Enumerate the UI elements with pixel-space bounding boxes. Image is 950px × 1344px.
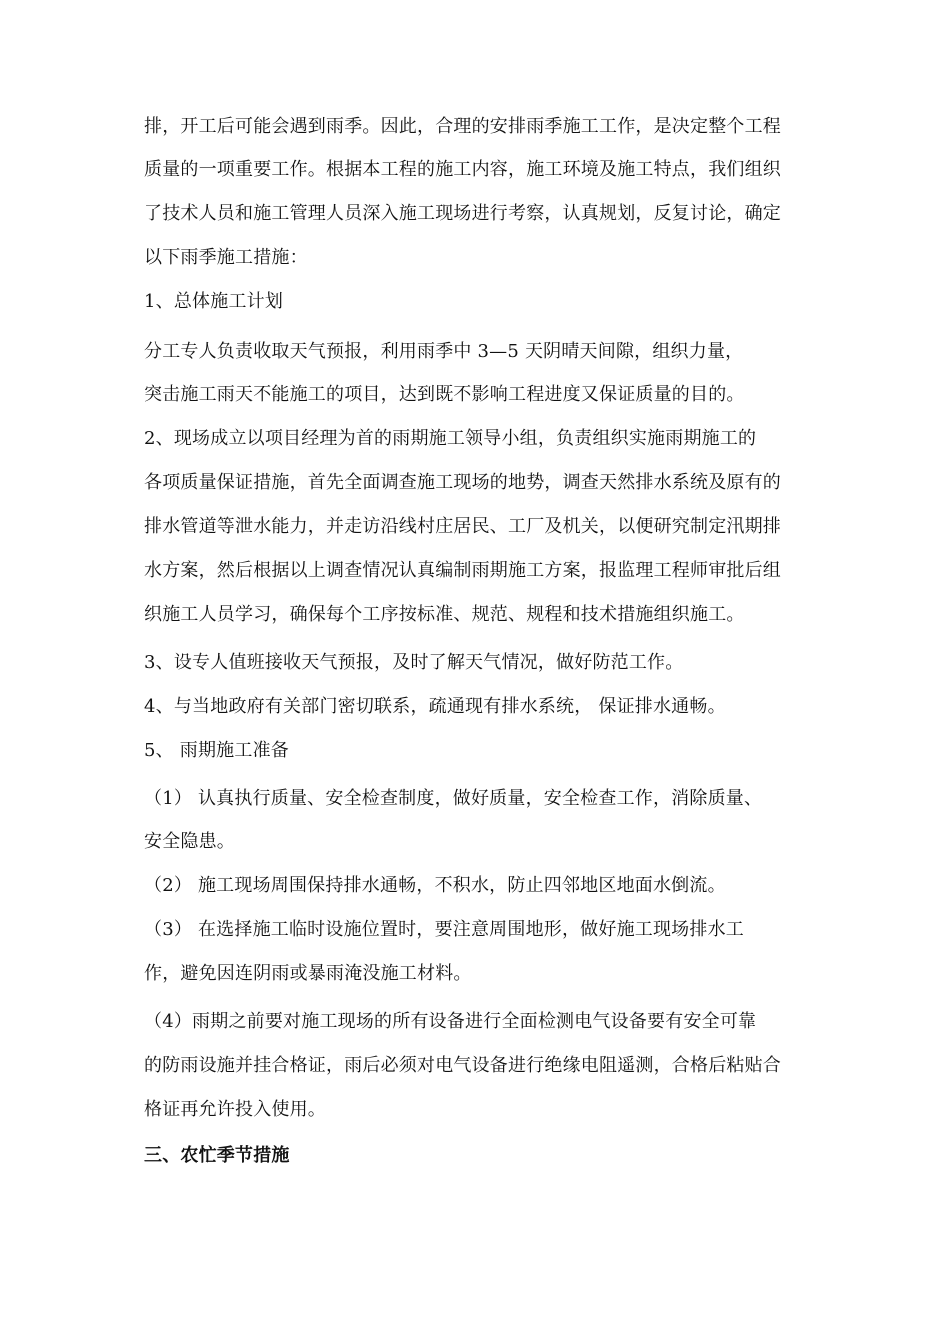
paragraph-line: 排水管道等泄水能力，并走访沿线村庄居民、工厂及机关，以便研究制定汛期排	[144, 516, 781, 537]
paragraph-line: 的防雨设施并挂合格证，雨后必须对电气设备进行绝缘电阻遥测，合格后粘贴合	[144, 1055, 781, 1076]
section-item-heading: 1、总体施工计划	[144, 291, 284, 312]
paragraph-line: 分工专人负责收取天气预报，利用雨季中 3—5 天阴晴天间隙，组织力量，	[144, 341, 744, 362]
paragraph-line: 3、设专人值班接收天气预报，及时了解天气情况，做好防范工作。	[144, 652, 684, 673]
section-heading: 三、农忙季节措施	[144, 1145, 290, 1166]
paragraph-line: 水方案，然后根据以上调查情况认真编制雨期施工方案，报监理工程师审批后组	[144, 560, 781, 581]
paragraph-line: 织施工人员学习，确保每个工序按标准、规范、规程和技术措施组织施工。	[144, 604, 745, 625]
paragraph-line: （1） 认真执行质量、安全检查制度，做好质量，安全检查工作，消除质量、	[144, 788, 763, 809]
paragraph-line: （2） 施工现场周围保持排水通畅，不积水，防止四邻地区地面水倒流。	[144, 875, 726, 896]
paragraph-line: 作，避免因连阴雨或暴雨淹没施工材料。	[144, 963, 472, 984]
paragraph-line: 安全隐患。	[144, 831, 235, 852]
paragraph-line: （3） 在选择施工临时设施位置时，要注意周围地形，做好施工现场排水工	[144, 919, 744, 940]
section-item-heading: 5、 雨期施工准备	[144, 740, 289, 761]
paragraph-line: 突击施工雨天不能施工的项目，达到既不影响工程进度又保证质量的目的。	[144, 384, 745, 405]
paragraph-line: 各项质量保证措施，首先全面调查施工现场的地势，调查天然排水系统及原有的	[144, 472, 781, 493]
paragraph-line: 以下雨季施工措施：	[144, 247, 308, 268]
paragraph-line: 格证再允许投入使用。	[144, 1099, 326, 1120]
paragraph-line: 排，开工后可能会遇到雨季。因此，合理的安排雨季施工工作，是决定整个工程	[144, 116, 781, 137]
paragraph-line: （4）雨期之前要对施工现场的所有设备进行全面检测电气设备要有安全可靠	[144, 1011, 757, 1032]
paragraph-line: 2、现场成立以项目经理为首的雨期施工领导小组，负责组织实施雨期施工的	[144, 428, 757, 449]
paragraph-line: 了技术人员和施工管理人员深入施工现场进行考察，认真规划，反复讨论，确定	[144, 203, 781, 224]
paragraph-line: 4、与当地政府有关部门密切联系，疏通现有排水系统， 保证排水通畅。	[144, 696, 726, 717]
paragraph-line: 质量的一项重要工作。根据本工程的施工内容，施工环境及施工特点，我们组织	[144, 159, 781, 180]
